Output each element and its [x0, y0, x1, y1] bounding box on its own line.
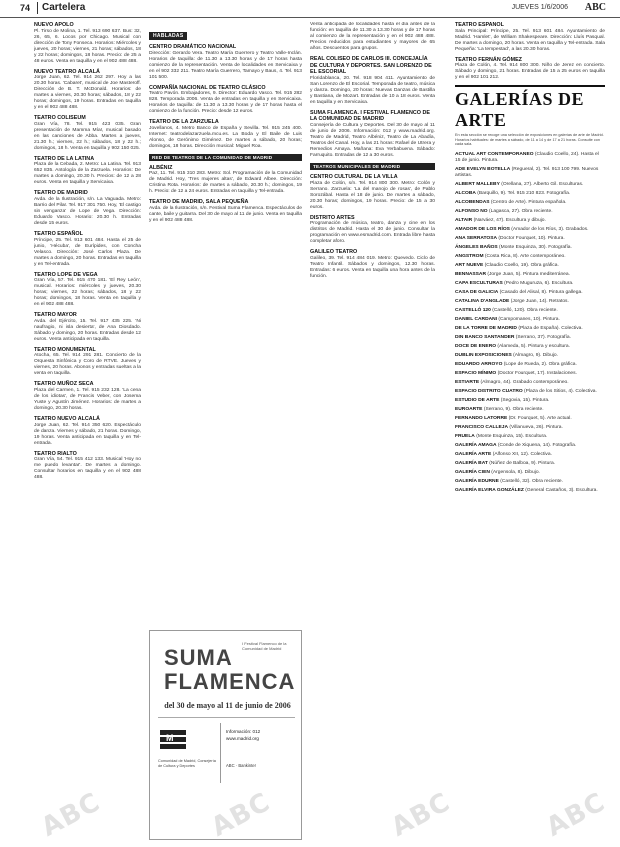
gallery-details: (Barquillo, 9). Tel. 915 210 823. Fotografía. [477, 190, 571, 196]
ad-title-line2: FLAMENCA [164, 669, 296, 694]
listing-body: Gran Vía, 54. Tel. 915 412 133. Musical 'Hoy no me puedo levantar'. De martes a domingo. Consultar horarios en taquilla y en el 902 488 488. [34, 457, 141, 481]
listing-entry [310, 174, 435, 211]
listing-entry [149, 199, 302, 224]
listing-entry [455, 22, 605, 53]
gallery-name: ESPACIO DISTRITO CUATRO [455, 388, 523, 394]
gallery-name: GALERÍA ARTE [455, 451, 492, 457]
listing-title: CENTRO DRAMÁTICO NACIONAL [149, 44, 237, 50]
listing-title: TEATRO RIALTO [34, 450, 77, 457]
listing-body: Galileo, 39. Tel. 914 484 019. Metro: Quevedo. Ciclo de Teatro Infantil. Sábados y domingos, 12.30 horas. Entradas: 6 euros. Venta en taquilla una hora antes de la función. [310, 255, 435, 279]
gallery-item [455, 470, 605, 476]
gallery-name: ANGSTROM [455, 253, 484, 259]
gallery-name: CASTELLÓ 120 [455, 307, 491, 313]
listing-entry [149, 85, 302, 116]
gallery-details: (Campomanes, 10). Pintura. [498, 316, 560, 322]
listing-title: TEATRO MAYOR [34, 312, 77, 319]
listing-title: TEATRO DE MADRID [34, 190, 88, 197]
gallery-details: (Doctor Fourquet, 10). Pintura. [498, 235, 565, 241]
gallery-item [455, 152, 605, 164]
gallery-item [455, 263, 605, 269]
page-header [0, 0, 620, 18]
gallery-details: (Argensola, 8). Dibujo. [491, 469, 540, 475]
gallery-details: (Dr. Fourquet, 5). Arte actual. [508, 415, 572, 421]
ad-info-phone: Información: 012 [226, 729, 261, 734]
gallery-details: (Claudio Coello, 19). Obra gráfica. [484, 262, 559, 268]
gallery-details: (Plaza de España). Colectiva. [518, 325, 583, 331]
listing-body: Floridablanca, 20. Tel. 918 904 411. Ayuntamiento de San Lorenzo de El Escorial. Temporada de teatro, música y danza. Domingo, 20 horas: Nuevas Danzas de Bastilla y Bastiana, de Mozart. Entradas de 10 a 18 euros. Venta en taquilla y en Servicaixa. [310, 75, 435, 105]
listing-title: TEATRO DE LA LATINA [34, 155, 95, 162]
listing-entry [34, 156, 141, 187]
listing-title: TEATRO FERNÁN GÓMEZ [455, 56, 522, 63]
listing-title: TEATRO NUEVO ALCALÁ [34, 415, 100, 422]
listing-body: Pl. Tirso de Molina, 1. Tel. 913 690 637. Bus: 32, 26, 65, 6. Locos por Chicago. Musical con dirección de Tony Fonseca. Horarios: Miércoles y jueves, 20 horas; viernes, 21 horas; sábados, 18 y 22 horas; domingos, 18 horas. Precio: de 25 a 48 euros. Venta en taquilla y en el 902 488 488. [34, 28, 141, 64]
gallery-details: (Serrano, 37). Fotografía. [515, 334, 571, 340]
listing-entry [34, 69, 141, 112]
gallery-item [455, 479, 605, 485]
gallery-name: GALERÍA BAT [455, 460, 488, 466]
gallery-details: (Jorge Juan, 5). Pintura mediterránea. [487, 271, 570, 277]
gallery-name: ESTUDIO DE ARTE [455, 397, 500, 403]
gallery-details: (Núñez de Balboa, 9). Pintura. [489, 460, 556, 466]
listing-body: Teatro Pavón. Embajadores, 9. Director: Eduardo Vasco. Tel. 915 282 828. Temporada 2006. Venta de entradas en taquilla y en Servicaixa. Horarios de taquilla: de 11.30 a 13.30 horas y de 17 horas hasta el comienzo de la función. Precio: desde 12 euros. [149, 91, 302, 115]
section-bar-teatros-municipales: TEATROS MUNICIPALES DE MADRID [310, 163, 435, 170]
listing-entry [34, 231, 141, 268]
gallery-details: (Almagro, 9). Dibujo. [513, 352, 559, 358]
gallery-details: (Alfonso XII, 12). Colectiva. [492, 451, 552, 457]
gallery-name: ALCOBA [455, 190, 476, 196]
gallery-item [455, 245, 605, 251]
listing-body: Jovellanos, 4. Metro Banco de España y Sevilla. Tel. 915 245 400. Internet: teatrodelazarzuela.mcu.es. La Boda y El Baile de Luis Alonso, de Gerónimo Giménez. De martes a sábado, 20 horas; domingos, 18 horas. Dirección musical: Miguel Roa. [149, 125, 302, 149]
gallery-details: (Orellana, 27). Alberto Gil. Esculturas. [501, 181, 584, 187]
svg-text:M: M [166, 733, 174, 743]
listing-title: TEATRO MUÑOZ SECA [34, 381, 94, 388]
gallery-item [455, 182, 605, 188]
gallery-item [455, 443, 605, 449]
gallery-item [455, 425, 605, 431]
gallery-item [455, 290, 605, 296]
gallery-item [455, 353, 605, 359]
gallery-name: DE LA TORRE DE MADRID [455, 325, 517, 331]
listing-body: Avda. de la Ilustración, s/n. La Vaguada. Metro: Barrio del Pilar. Tel. 917 301 750. Hoy, 'El castigo sin venganza' de Lope de Vega. Dirección: Eduardo Vasco. Horario: 20.30 h. Entradas desde 15 euros. [34, 196, 141, 226]
header-divider [37, 2, 38, 14]
suma-flamenca-ad [149, 630, 302, 840]
listing-entry [34, 272, 141, 309]
gallery-name: DANIEL CARDANI [455, 316, 498, 322]
listing-body: Jorge Juan, 62. Tel. 914 262 297. Hoy a las 20.30 horas. 'Cabaret', musical de Joe Masteroff. Dirección de B. T. McDonald. Horarios: de martes a viernes, 20.30 horas; sábados, 18 y 22 horas; domingos, 19 horas. Entradas en taquilla y en el 902 488 488. [34, 75, 141, 111]
gallery-item [455, 434, 605, 440]
listing-title: TEATRO ESPAÑOL [455, 22, 504, 28]
issue-date: JUEVES 1/6/2006 [511, 4, 568, 11]
listing-entry [34, 22, 141, 65]
ad-info [226, 729, 260, 742]
ad-subtitle: I Festival Flamenco de la Comunidad de Madrid [242, 641, 287, 651]
gallery-name: FERNANDO LATORRE [455, 415, 508, 421]
gallery-details: (Jorge Juan, 14). Retratos. [510, 298, 569, 304]
gallery-details: (Centro de Arte). Pintura española. [490, 199, 567, 205]
listing-title: TEATRO DE MADRID, SALA PEQUEÑA [149, 199, 249, 206]
gallery-item [455, 227, 605, 233]
gallery-name: ACTUAL ART CONTEMPORANEO [455, 151, 534, 157]
gallery-item [455, 416, 605, 422]
gallery-details: (Castelló, 120). Obra reciente. [492, 307, 558, 313]
gallery-details: (Alameda, 5). Pintura y escultura. [497, 343, 570, 349]
gallery-details: (General Castaños, 3). Escultura. [525, 487, 598, 493]
gallery-item [455, 272, 605, 278]
gallery-item [455, 389, 605, 395]
listing-entry [310, 110, 435, 159]
gallery-item [455, 371, 605, 377]
ad-title-line1: SUMA [164, 645, 233, 670]
gallery-name: GALERÍA CIEN [455, 469, 490, 475]
listing-title: NUEVO APOLO [34, 22, 74, 28]
galerias-heading: GALERÍAS DE ARTE [455, 89, 585, 131]
gallery-details: (Regueral, 2). Tel. 913 100 799. Nuevos artistas. [455, 166, 599, 178]
ad-info-web: www.madrid.org [226, 735, 259, 741]
gallery-details: (Lagasca, 27). Obra reciente. [488, 208, 553, 214]
gallery-name: GALERÍA ELVIRA GONZÁLEZ [455, 487, 524, 493]
gallery-details: (Castelló, 32). Obra reciente. [500, 478, 563, 484]
gallery-name: GALERÍA AMAGA [455, 442, 497, 448]
watermark-abc: ABC [386, 787, 456, 843]
ad-dates: del 30 de mayo al 11 de junio de 2006 [164, 701, 291, 710]
galerias-rule [455, 85, 605, 87]
listing-body: Gran Vía, 78. Tel. 915 423 035. Gran presentación de Mamma Mía!, musical basado en las canciones de Abba. Martes a jueves, 21.30 h.; viernes, 22 h.; sábados, 18 y 22 h.; domingos, 18 h. Venta en taquilla y 902 150 025. [34, 121, 141, 151]
gallery-details: (Conde de Xiquena, 14). Fotografía. [497, 442, 577, 448]
newspaper-logo: ABC [584, 2, 606, 13]
gallery-name: CAPA ESCULTURAS [455, 280, 503, 286]
listing-entry [310, 249, 435, 280]
gallery-item [455, 407, 605, 413]
gallery-item [455, 452, 605, 458]
listing-body: Sala Principal: Príncipe, 25. Tel. 913 601 484. Ayuntamiento de Madrid. 'Hamlet', de William Shakespeare. Dirección: Lluís Pasqual. De martes a domingo, 20 horas. Venta en taquilla y Tel-entrada. Sala Pequeña: 'La tempestad', a las 20.30 horas. [455, 28, 605, 52]
column-4 [455, 22, 605, 837]
watermark-abc: ABC [36, 787, 106, 843]
gallery-item [455, 209, 605, 215]
gallery-details: (Villanueva, 26). Pintura. [509, 424, 563, 430]
gallery-name: BENNASSAR [455, 271, 486, 277]
gallery-name: ALFONSO NO [455, 208, 488, 214]
listing-title: SUMA FLAMENCA. I FESTIVAL FLAMENCO DE LA COMUNIDAD DE MADRID [310, 109, 430, 123]
listing-title: TEATRO DE LA ZARZUELA [149, 119, 219, 126]
gallery-name: ESTIARTE [455, 379, 480, 385]
gallery-details: (Plaza de los Sitios, 4). Colectiva. [524, 388, 597, 394]
gallery-details: (Amador de los Ríos, 3). Grabados. [511, 226, 589, 232]
gallery-item [455, 167, 605, 179]
listing-body: Paz, 11. Tel. 915 310 283. Metro: Sol. Programación de la Comunidad de Madrid. Hoy, 'Tres mujeres altas', de Edward Albee. Dirección: Cristina Rota. Horarios: de martes a sábado, 20.30 h.; domingos, 19 h. Precio: de 12 a 24 euros. Entradas en taquilla y Tel-entrada. [149, 171, 302, 195]
gallery-item [455, 398, 605, 404]
gallery-name: FRUELA [455, 433, 475, 439]
listing-body: Plaza de Colón, s/n. Tel. 914 800 300. Metro: Colón y Serrano. Zarzuela: 'La del manojo de rosas', de Pablo Sorozábal. Hasta el 18 de junio. De martes a sábado, 20.30 horas; domingos, 19 horas. Precio: de 15 a 30 euros. [310, 180, 435, 210]
listing-entry [34, 347, 141, 378]
watermark-abc: ABC [206, 787, 276, 843]
listing-body: Plaza de la Cebada, 2. Metro: La Latina. Tel. 913 652 835. Antología de la Zarzuela. Horarios: De martes a domingo, 20.30 h. Precios: de 12 a 28 euros. Venta en taquilla y Servicaixa. [34, 162, 141, 186]
listing-title: CENTRO CULTURAL DE LA VILLA [310, 173, 398, 180]
listing-entry [34, 451, 141, 482]
gallery-details: (Serrano, 9). Obra reciente. [483, 406, 544, 412]
gallery-name: EUROARTE [455, 406, 483, 412]
gallery-item [455, 200, 605, 206]
gallery-item [455, 299, 605, 305]
gallery-name: CATALINA D'ANGLADE [455, 298, 510, 304]
listing-body: Atocha, 65. Tel. 914 291 281. Concierto de la Orquesta Sinfónica y Coro de RTVE. Jueves y viernes, 20 horas. Abonos y entradas sueltas a la venta en taquilla. [34, 353, 141, 377]
listing-title: NUEVO TEATRO ALCALÁ [34, 68, 100, 75]
listing-body: Gran Vía, 57. Tel. 915 470 181. 'El Rey León', musical. Horarios: miércoles y jueves, 20.30 horas; viernes, 22 horas; sábados, 18 y 22 horas; domingos, 18 horas. Venta en taquilla y en el 902 488 488. [34, 278, 141, 308]
listing-entry [34, 312, 141, 343]
gallery-name: DIN BANCO SANTANDER [455, 334, 515, 340]
page-number: 74 [20, 3, 31, 13]
listing-title: COMPAÑÍA NACIONAL DE TEATRO CLÁSICO [149, 84, 266, 91]
listing-entry [149, 165, 302, 196]
gallery-name: ESPACIO MÍNIMO [455, 370, 497, 376]
gallery-details: (Pedro Muguruza, 6). Escultura. [504, 280, 574, 286]
gallery-details: (Lope de Rueda, 2). Obra gráfica. [503, 361, 577, 367]
gallery-item [455, 218, 605, 224]
listing-entry [34, 416, 141, 447]
gallery-details: (Costa Rica, 8). Arte contemporáneo. [484, 253, 566, 259]
listing-body: Avda. del Ejército, 15. Tel. 917 435 225. 'Ni naufragio, ni isla desierta', de Ana Diosdado. Sábado y domingo, 20 horas. Entradas desde 12 euros. Venta anticipada en taquilla. [34, 318, 141, 342]
galerias-intro: En esta sección se recoge una selección de exposiciones en galerías de arte de Madrid. Horarios habituales: de martes a sábado, de 11 a 14 y de 17 a 21 horas. Consulte con cada sala. [455, 133, 604, 147]
gallery-details: (Narváez, 47). Escultura y dibujo. [473, 217, 546, 223]
gallery-details: (Almagro, 44). Grabado contemporáneo. [480, 379, 569, 385]
gallery-name: DOCE DE ENERO [455, 343, 497, 349]
listing-title: ALBÉNIZ [149, 164, 173, 171]
gallery-name: AMADOR DE LOS RÍOS [455, 226, 510, 232]
gallery-name: DUBLIN EXPOSICIONES [455, 352, 512, 358]
listing-entry [310, 56, 435, 106]
listing-entry [310, 22, 435, 52]
gallery-item [455, 488, 605, 494]
listing-entry [34, 190, 141, 227]
gallery-name: FRANCISCO CALLEJA [455, 424, 508, 430]
gallery-name: ALTAIR [455, 217, 473, 223]
gallery-details: (Doctor Fourquet, 17). Instalaciones. [497, 370, 577, 376]
gallery-item [455, 362, 605, 368]
ad-sponsors: ABC · Bankinter [226, 763, 257, 768]
gallery-name: ADE EVELYN BOTELLA [455, 166, 511, 172]
gallery-details: (Segovia, 15). Pintura. [500, 397, 550, 403]
listing-entry [149, 119, 302, 150]
listing-body: Príncipe, 25. Tel. 913 601 484. Hasta el 25 de junio, 'Hécuba', de Eurípides, con Concha Velasco. Dirección: José Carlos Plaza. De martes a domingo, 20 horas. Entradas en taquilla y en Tel-entrada. [34, 237, 141, 267]
ad-organizer: Comunidad de Madrid, Consejería de Cultura y Deportes [158, 759, 216, 768]
gallery-details: (Monte Esquinza, 30). Fotografía. [499, 244, 572, 250]
gallery-item [455, 380, 605, 386]
listing-entry [34, 381, 141, 412]
listing-body: Programación de música, teatro, danza y cine en los distritos de Madrid. Hasta el 30 de junio. Consultar la programación en www.esmadrid.com. Entrada libre hasta completar aforo. [310, 221, 435, 245]
ad-vertical-divider [220, 723, 221, 783]
gallery-item [455, 326, 605, 332]
gallery-name: GALERÍA EDURNE [455, 478, 499, 484]
gallery-item [455, 308, 605, 314]
column-1 [34, 22, 141, 837]
listing-title: DISTRITO ARTES [310, 214, 355, 221]
watermark-abc: ABC [541, 787, 611, 843]
listing-entry [455, 57, 605, 82]
gallery-name: CASA DE GALICIA [455, 289, 499, 295]
gallery-details: (Monte Esquinza, 15). Escultura. [476, 433, 548, 439]
listing-entry [310, 215, 435, 246]
listing-title: TEATRO MONUMENTAL [34, 346, 96, 353]
section-bar-red-teatros: RED DE TEATROS DE LA COMUNIDAD DE MADRID [149, 154, 302, 161]
column-3 [310, 22, 435, 837]
gallery-name: ÁNGELES BAÑOS [455, 244, 498, 250]
listing-body: Dirección: Gerardo Vera. Teatro María Guerrero y Teatro Valle-Inclán. Horarios de taquilla: de 11.30 a 13.30 horas y de 17 horas hasta comienzo de la representación. Venta de localidades en Servicaixa y en el 902 332 211. Teatro María Guerrero, Tamayo y Baus, 4. Tel. 913 101 500. [149, 50, 302, 80]
gallery-item [455, 344, 605, 350]
gallery-name: ANA SERRATOSA [455, 235, 498, 241]
listing-title: REAL COLISEO DE CARLOS III. CONCEJALÍA DE CULTURA Y DEPORTES. SAN LORENZO DE EL ESCORIAL [310, 56, 432, 76]
listing-title: TEATRO COLISEUM [34, 115, 86, 122]
listing-body: Avda. de la Ilustración, s/n. Festival Suma Flamenca. Espectáculos de cante, baile y guitarra. Del 30 de mayo al 11 de junio. Venta en taquilla y en el 902 488 488. [149, 205, 302, 223]
gallery-item [455, 317, 605, 323]
listing-entry [149, 44, 302, 81]
listing-entry [34, 115, 141, 152]
gallery-item [455, 236, 605, 242]
gallery-details: (Casado del Alisal, 8). Pintura gallega. [499, 289, 583, 295]
gallery-name: ALBERT MALLEBY [455, 181, 500, 187]
section-title: Cartelera [42, 2, 86, 13]
ad-divider [158, 717, 295, 718]
gallery-item [455, 335, 605, 341]
gallery-item [455, 191, 605, 197]
listing-title: TEATRO LOPE DE VEGA [34, 271, 98, 278]
section-tag-habladas: HABLADAS [149, 32, 187, 40]
gallery-name: ALCOBENDAS [455, 199, 490, 205]
gallery-details: (Claudio Coello, 24). Hasta el 15 de junio. Pintura. [455, 151, 599, 163]
gallery-item [455, 254, 605, 260]
listing-body: Plaza de Colón, 4. Tel. 914 800 300. Niño de Jerez en concierto. Sábado y domingo, 21 horas. Entradas de 15 a 25 euros en taquilla y en el 902 101 212. [455, 63, 605, 81]
listing-body: Jorge Juan, 62. Tel. 914 350 620. Espectáculo de danza. Viernes y sábado, 21 horas. Domingo, 19 horas. Venta anticipada en taquilla y en Tel-entrada. [34, 422, 141, 446]
listing-body: Consejería de Cultura y Deportes. Del 30 de mayo al 11 de junio de 2006. Información: 012 y www.madrid.org. Teatro de Madrid, Teatro Albéniz, Teatro de La Abadía, Teatros del Canal. Hoy, a las 21 horas: Rafael de Utrera y Remedios Amaya. Mañana: Eva Yerbabuena. Sábado: Farruquito. Entradas de 12 a 30 euros. [310, 122, 435, 158]
gallery-name: ART NUEVE [455, 262, 484, 268]
listing-body: Plaza del Carmen, 1. Tel. 915 232 128. 'La cena de los idiotas', de Francis Veber, con Josema Yuste y Agustín Jiménez. Horarios: de martes a domingo, 20.30 horas. [34, 387, 141, 411]
listing-title: TEATRO ESPAÑOL [34, 230, 83, 237]
listing-title: GALILEO TEATRO [310, 249, 358, 256]
comunidad-madrid-logo-icon [158, 726, 188, 756]
gallery-item [455, 461, 605, 467]
gallery-name: EDUARDO ARROYO [455, 361, 503, 367]
listing-body: Venta anticipada de localidades hasta el día antes de la función: en taquilla de 11.30 a 13.30 horas y de 17 horas al comienzo de la representación y en el 902 488 488. Precios reducidos para estudiantes y mayores de 65 años. Descuentos para grupos. [310, 22, 435, 51]
gallery-item [455, 281, 605, 287]
